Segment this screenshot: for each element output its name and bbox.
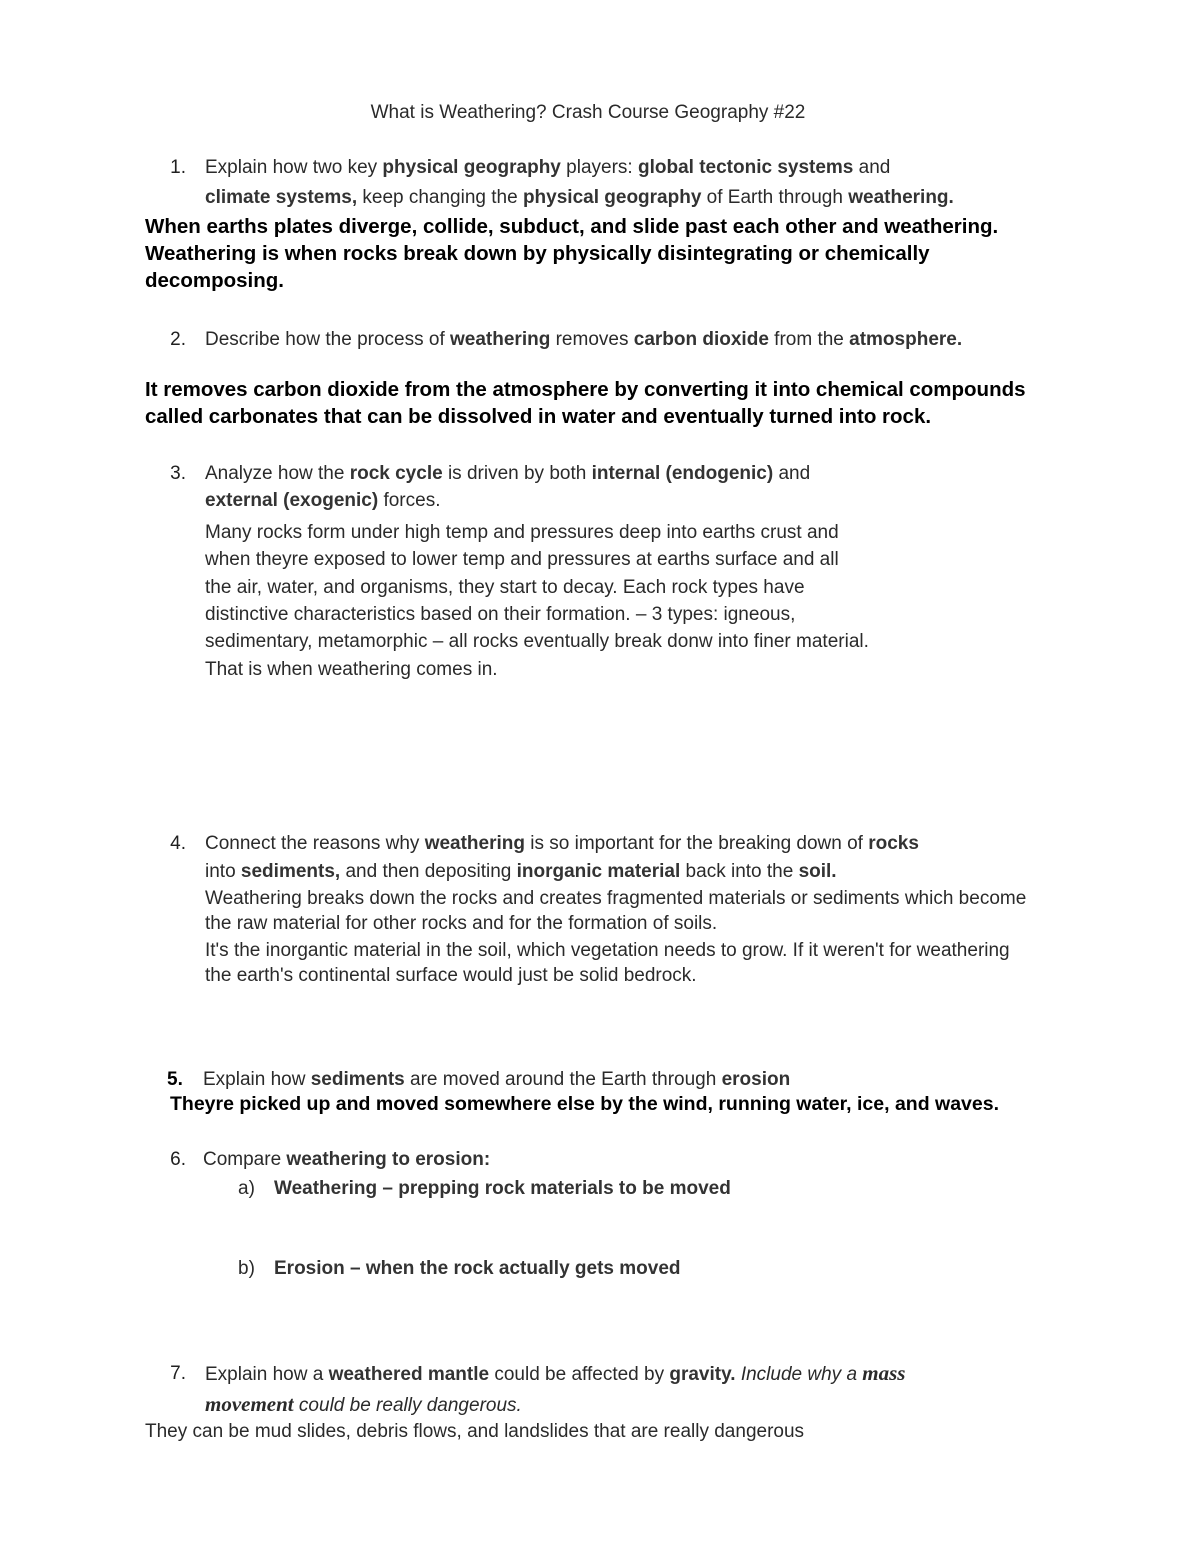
q3-prompt-line1 bbox=[205, 460, 810, 487]
prompt-text-2: is driven by both bbox=[442, 463, 592, 484]
prompt-text-0: Explain how a bbox=[205, 1364, 329, 1385]
bold-term-3: erosion bbox=[721, 1069, 791, 1090]
bold-term-1: sediments, bbox=[240, 861, 341, 882]
q5-number: 5. bbox=[167, 1069, 183, 1090]
bold-term-5: soil. bbox=[798, 861, 837, 882]
q3-answer-line1: Many rocks form under high temp and pressures deep into earths crust and bbox=[205, 522, 839, 543]
q7-prompt-line2 bbox=[205, 1391, 522, 1419]
q3-number: 3. bbox=[170, 463, 186, 484]
prompt-text-4: and bbox=[853, 157, 891, 178]
bold-term-3: inorganic material bbox=[516, 861, 681, 882]
q6-sub-b-text: Erosion – when the rock actually gets moved bbox=[274, 1258, 681, 1279]
q3-answer-line3: the air, water, and organisms, they start to decay. Each rock types have bbox=[205, 577, 805, 598]
prompt-text-0: into bbox=[205, 861, 241, 882]
q1-prompt-line1 bbox=[205, 154, 890, 181]
q7-prompt-line1 bbox=[205, 1360, 905, 1388]
q6-number: 6. bbox=[170, 1149, 186, 1170]
bold-term-5: atmosphere. bbox=[849, 329, 963, 350]
q1-prompt-line2 bbox=[205, 184, 954, 211]
bold-term-2: physical geography bbox=[522, 187, 702, 208]
bold-term-1: weathering bbox=[450, 329, 551, 350]
q4-answer-line2: the raw material for other rocks and for the formation of soils. bbox=[205, 913, 718, 934]
prompt-text-2: could be affected by bbox=[489, 1364, 670, 1385]
prompt-text-3: of Earth through bbox=[701, 187, 849, 208]
bold-term-3: rocks bbox=[868, 833, 919, 854]
bold-term-4: weathering. bbox=[848, 187, 954, 208]
q1-answer-line2: Weathering is when rocks break down by physically disintegrating or chemically bbox=[145, 242, 930, 265]
bold-term-1: weathered mantle bbox=[328, 1364, 490, 1385]
prompt-text-2: are moved around the Earth through bbox=[404, 1069, 722, 1090]
bold-term-1: weathering to erosion: bbox=[286, 1149, 491, 1170]
prompt-text-2: is so important for the breaking down of bbox=[525, 833, 869, 854]
bold-term-1: weathering bbox=[424, 833, 525, 854]
q4-prompt-line2 bbox=[205, 858, 837, 885]
q6-sub-b-label: b) bbox=[238, 1258, 255, 1279]
q2-prompt-line1 bbox=[205, 326, 962, 353]
prompt-text-0: Analyze how the bbox=[205, 463, 350, 484]
q4-answer-line1: Weathering breaks down the rocks and creates fragmented materials or sediments which become bbox=[205, 888, 1027, 909]
prompt-text-0: Compare bbox=[203, 1149, 287, 1170]
prompt-text-0: Explain how bbox=[203, 1069, 311, 1090]
q6-sub-a-label: a) bbox=[238, 1178, 255, 1199]
bold-term-3: gravity. bbox=[669, 1364, 736, 1385]
q5-prompt-line1 bbox=[203, 1066, 790, 1093]
q4-answer-line4: the earth's continental surface would just be solid bedrock. bbox=[205, 965, 697, 986]
q1-number: 1. bbox=[170, 157, 186, 178]
bold-term-1: sediments bbox=[310, 1069, 405, 1090]
q4-number: 4. bbox=[170, 833, 186, 854]
bold-term-0: climate systems, bbox=[205, 187, 358, 208]
prompt-text-1: could be really dangerous. bbox=[293, 1395, 522, 1416]
prompt-text-2: players: bbox=[560, 157, 638, 178]
q4-prompt-line1 bbox=[205, 830, 919, 857]
prompt-text-4: from the bbox=[768, 329, 850, 350]
q7-number: 7. bbox=[170, 1363, 186, 1384]
bold-term-1: rock cycle bbox=[349, 463, 443, 484]
prompt-text-4: back into the bbox=[680, 861, 799, 882]
q7-answer: They can be mud slides, debris flows, and landslides that are really dangerous bbox=[145, 1421, 805, 1442]
q3-prompt-line2 bbox=[205, 487, 440, 514]
bold-term-3: carbon dioxide bbox=[633, 329, 769, 350]
q2-answer-line2: called carbonates that can be dissolved in water and eventually turned into rock. bbox=[145, 405, 932, 428]
q1-answer-line1: When earths plates diverge, collide, subduct, and slide past each other and weathering. bbox=[145, 215, 999, 238]
q2-number: 2. bbox=[170, 329, 186, 350]
q3-answer-line2: when theyre exposed to lower temp and pressures at earths surface and all bbox=[205, 549, 839, 570]
bold-term-0: external (exogenic) bbox=[205, 490, 379, 511]
prompt-text-0: Describe how the process of bbox=[205, 329, 451, 350]
q5-answer: Theyre picked up and moved somewhere else by the wind, running water, ice, and waves. bbox=[170, 1093, 999, 1115]
prompt-text-0: Explain how two key bbox=[205, 157, 383, 178]
prompt-text-4: and bbox=[773, 463, 811, 484]
bold-term-3: internal (endogenic) bbox=[591, 463, 774, 484]
prompt-text-5: mass bbox=[862, 1361, 906, 1385]
prompt-text-2: removes bbox=[550, 329, 634, 350]
prompt-text-2: and then depositing bbox=[340, 861, 517, 882]
q3-answer-line4: distinctive characteristics based on their formation. – 3 types: igneous, bbox=[205, 604, 796, 625]
q1-answer-line3: decomposing. bbox=[145, 269, 284, 292]
prompt-text-0: movement bbox=[205, 1392, 294, 1416]
q4-answer-line3: It's the inorgantic material in the soil, which vegetation needs to grow. If it weren't for weathering bbox=[205, 940, 1010, 961]
bold-term-1: physical geography bbox=[382, 157, 561, 178]
prompt-text-4: Include why a bbox=[735, 1364, 863, 1385]
prompt-text-1: keep changing the bbox=[357, 187, 523, 208]
q3-answer-line6: That is when weathering comes in. bbox=[205, 659, 498, 680]
prompt-text-0: Connect the reasons why bbox=[205, 833, 425, 854]
q6-prompt-line1 bbox=[203, 1146, 490, 1173]
q3-answer-line5: sedimentary, metamorphic – all rocks eventually break donw into finer material. bbox=[205, 631, 869, 652]
bold-term-3: global tectonic systems bbox=[637, 157, 854, 178]
q6-sub-a-text: Weathering – prepping rock materials to be moved bbox=[274, 1178, 731, 1199]
document-title: What is Weathering? Crash Course Geography #22 bbox=[370, 102, 806, 123]
prompt-text-1: forces. bbox=[378, 490, 441, 511]
q2-answer-line1: It removes carbon dioxide from the atmosphere by converting it into chemical compounds bbox=[145, 378, 1026, 401]
